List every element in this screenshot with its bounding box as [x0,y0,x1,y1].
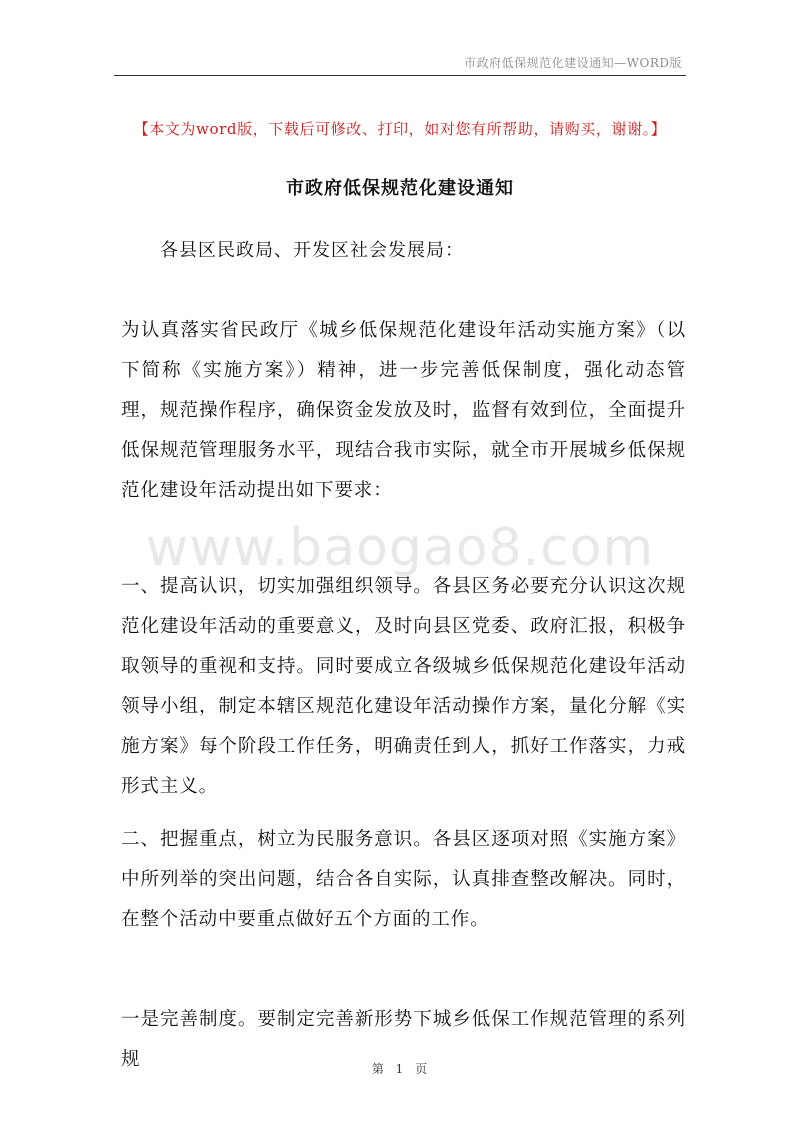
header-divider [114,75,686,76]
purchase-notice: 【本文为word版，下载后可修改、打印，如对您有所帮助，请购买，谢谢。】 [133,120,667,138]
page-footer [0,1060,800,1077]
page-prefix: 第 [371,1062,385,1076]
paragraph-section-1: 一、提高认识，切实加强组织领导。各县区务必要充分认识这次规范化建设年活动的重要意义，及时向县区党委、政府汇报，积极争取领导的重视和支持。同时要成立各级城乡低保规范化建设年活动领导小组，制定本辖区规范化建设年活动操作方案，量化分解《实施方案》每个阶段工作任务，明确责任到人，抓好工作落实，力戒形式主义。 [121,576,686,797]
document-title: 市政府低保规范化建设通知 [286,178,514,199]
paragraph-section-2: 二、把握重点，树立为民服务意识。各县区逐项对照《实施方案》中所列举的突出问题，结合各自实际，认真排查整改解决。同时，在整个活动中要重点做好五个方面的工作。 [121,829,686,930]
paragraph-item-1: 一是完善制度。要制定完善新形势下城乡低保工作规范管理的系列规 [121,1009,686,1070]
watermark: www.baogao8.com [145,518,655,578]
paragraph-intro: 为认真落实省民政厅《城乡低保规范化建设年活动实施方案》（以下简称《实施方案》）精神，进一步完善低保制度，强化动态管理，规范操作程序，确保资金发放及时，监督有效到位，全面提升低保规范管理服务水平，现结合我市实际，就全市开展城乡低保规范化建设年活动提出如下要求： [121,320,686,501]
page-number: 1 [395,1062,405,1076]
salutation: 各县区民政局、开发区社会发展局： [160,240,464,261]
page-suffix: 页 [415,1062,429,1076]
running-header: 市政府低保规范化建设通知—WORD版 [464,56,682,70]
